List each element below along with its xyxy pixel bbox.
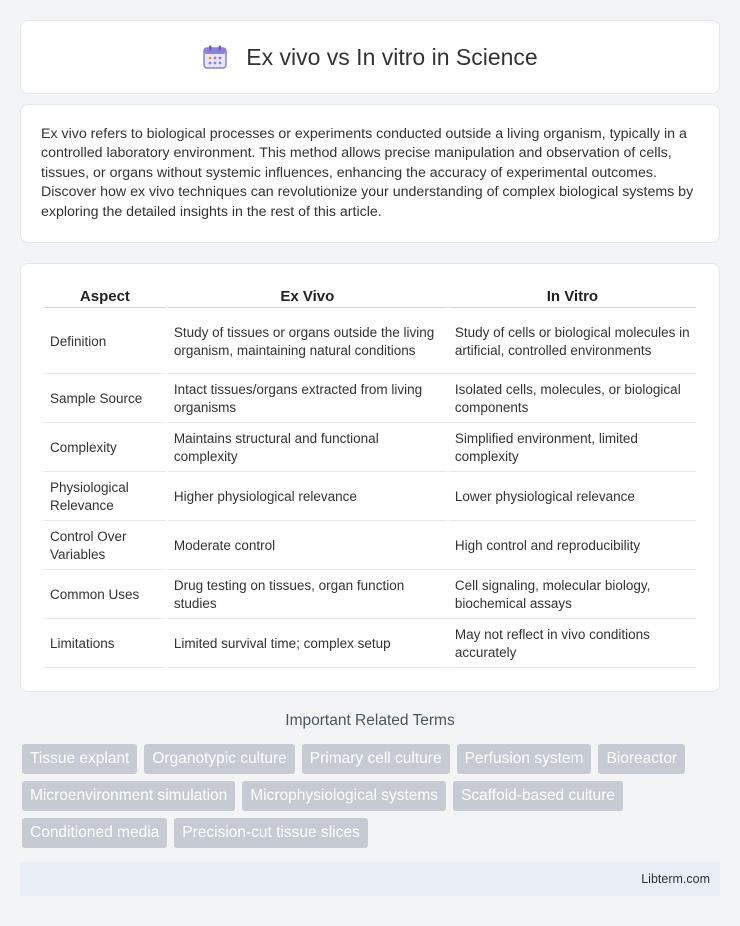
related-term-tag[interactable]: Conditioned media [22, 818, 167, 848]
intro-card [20, 104, 720, 243]
footer [20, 862, 720, 896]
related-term-tag[interactable]: Bioreactor [598, 744, 685, 774]
row-ex-vivo: Moderate control [168, 523, 447, 570]
row-ex-vivo: Maintains structural and functional complexity [168, 425, 447, 472]
row-ex-vivo: Limited survival time; complex setup [168, 621, 447, 668]
related-term-tag[interactable]: Scaffold-based culture [453, 781, 623, 811]
related-terms-heading: Important Related Terms [285, 712, 455, 729]
table-row [44, 376, 696, 423]
page-title: Ex vivo vs In vitro in Science [246, 43, 538, 70]
row-ex-vivo: Intact tissues/organs extracted from living organisms [168, 376, 447, 423]
related-term-tag[interactable]: Organotypic culture [144, 744, 294, 774]
header-in-vitro: In Vitro [449, 286, 696, 308]
row-in-vitro: High control and reproducibility [449, 523, 696, 570]
related-term-tag[interactable]: Tissue explant [22, 744, 137, 774]
row-in-vitro: Cell signaling, molecular biology, biochemical assays [449, 572, 696, 619]
table-row [44, 310, 696, 374]
row-aspect: Sample Source [44, 376, 166, 423]
related-term-tag[interactable]: Microphysiological systems [242, 781, 446, 811]
row-ex-vivo: Study of tissues or organs outside the living organism, maintaining natural conditions [168, 310, 447, 374]
row-aspect: Definition [44, 310, 166, 374]
row-in-vitro: Isolated cells, molecules, or biological components [449, 376, 696, 423]
row-aspect: Control Over Variables [44, 523, 166, 570]
table-row [44, 474, 696, 521]
header-ex-vivo: Ex Vivo [168, 286, 447, 308]
footer-site-link[interactable]: Libterm.com [641, 872, 710, 886]
row-aspect: Limitations [44, 621, 166, 668]
row-in-vitro: Lower physiological relevance [449, 474, 696, 521]
row-in-vitro: May not reflect in vivo conditions accurately [449, 621, 696, 668]
table-row [44, 572, 696, 619]
row-ex-vivo: Drug testing on tissues, organ function studies [168, 572, 447, 619]
intro-text: Ex vivo refers to biological processes or experiments conducted outside a living organism, typically in a controlled laboratory environment. This method allows precise manipulation and observation of cells, tissues, or organs without systemic influences, enhancing the accuracy of experimental outcomes. Discover how ex vivo techniques can revolutionize your understanding of complex biological systems by exploring the detailed insights in the rest of this article. [41, 126, 694, 220]
related-term-tag[interactable]: Primary cell culture [302, 744, 450, 774]
title-card [20, 20, 720, 94]
comparison-table [42, 284, 698, 670]
related-terms-list [22, 744, 722, 848]
related-term-tag[interactable]: Microenvironment simulation [22, 781, 235, 811]
row-in-vitro: Simplified environment, limited complexity [449, 425, 696, 472]
row-in-vitro: Study of cells or biological molecules in artificial, controlled environments [449, 310, 696, 374]
table-row [44, 425, 696, 472]
comparison-table-card [20, 263, 720, 692]
table-header-row [44, 286, 696, 308]
header-aspect: Aspect [44, 286, 166, 308]
related-term-tag[interactable]: Precision-cut tissue slices [174, 818, 367, 848]
row-aspect: Complexity [44, 425, 166, 472]
related-term-tag[interactable]: Perfusion system [457, 744, 592, 774]
calendar-icon [202, 44, 228, 70]
row-ex-vivo: Higher physiological relevance [168, 474, 447, 521]
row-aspect: Physiological Relevance [44, 474, 166, 521]
row-aspect: Common Uses [44, 572, 166, 619]
table-row [44, 523, 696, 570]
table-row [44, 621, 696, 668]
